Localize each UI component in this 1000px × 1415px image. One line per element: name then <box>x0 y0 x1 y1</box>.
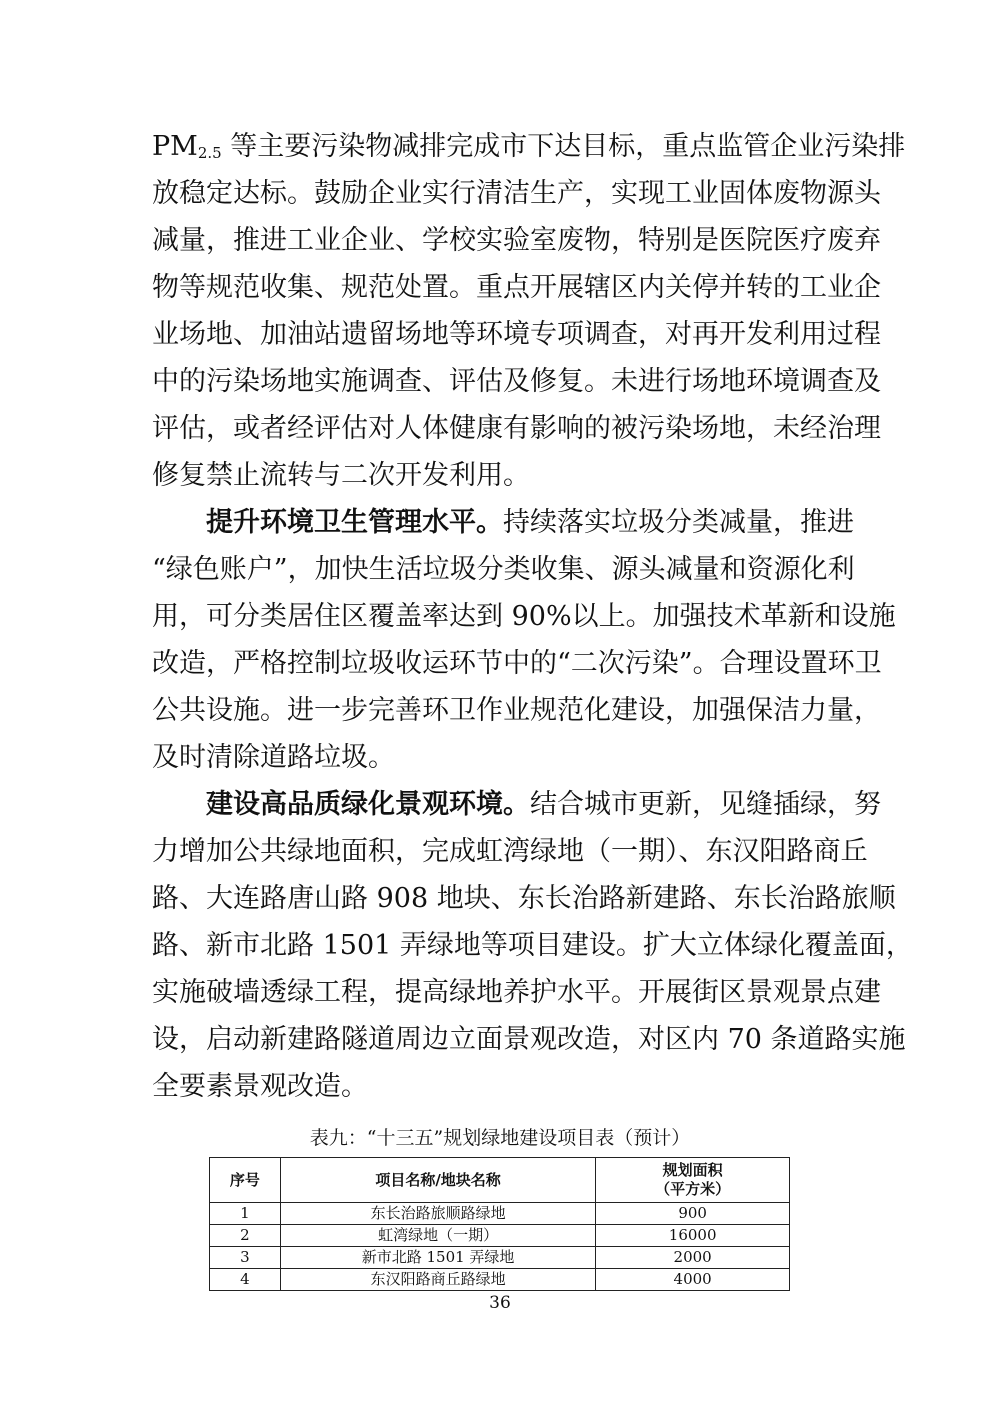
para3-heading: 建设高品质绿化景观环境。 <box>206 789 530 820</box>
para3-line-1 <box>206 783 881 827</box>
para1-line-7: 评估，或者经评估对人体健康有影响的被污染场地，未经治理 <box>152 413 881 444</box>
cell-area: 4000 <box>596 1269 790 1291</box>
para3-line-4: 路、新市北路 1501 弄绿地等项目建设。扩大立体绿化覆盖面， <box>152 930 913 961</box>
para1-line-6: 中的污染场地实施调查、评估及修复。未进行场地环境调查及 <box>152 366 881 397</box>
para1-line-8: 修复禁止流转与二次开发利用。 <box>152 460 530 491</box>
para2-heading: 提升环境卫生管理水平。 <box>206 507 503 538</box>
para3-line-7: 全要素景观改造。 <box>152 1071 368 1102</box>
cell-no: 3 <box>210 1247 281 1269</box>
header-area-line-2: （平方米） <box>655 1180 731 1198</box>
header-no: 序号 <box>210 1158 281 1203</box>
para2-line-6: 及时清除道路垃圾。 <box>152 742 395 773</box>
table-header-row <box>210 1158 790 1203</box>
table-row <box>210 1247 790 1269</box>
header-name: 项目名称/地块名称 <box>280 1158 595 1203</box>
para1-line-5: 业场地、加油站遗留场地等环境专项调查，对再开发利用过程 <box>152 319 881 350</box>
header-area-line-1: 规划面积 <box>662 1161 723 1179</box>
table-row <box>210 1269 790 1291</box>
para1-line-3: 减量，推进工业企业、学校实验室废物，特别是医院医疗废弃 <box>152 225 881 256</box>
para3-line-2: 力增加公共绿地面积，完成虹湾绿地（一期）、东汉阳路商丘 <box>152 836 868 867</box>
para1-line-1-text: 等主要污染物减排完成市下达目标，重点监管企业污染排 <box>230 131 906 162</box>
para3-line-3: 路、大连路唐山路 908 地块、东长治路新建路、东长治路旅顺 <box>152 883 896 914</box>
cell-name: 东长治路旅顺路绿地 <box>280 1203 595 1225</box>
cell-no: 4 <box>210 1269 281 1291</box>
para2-line-2: “绿色账户”，加快生活垃圾分类收集、源头减量和资源化利 <box>152 554 855 585</box>
cell-name: 东汉阳路商丘路绿地 <box>280 1269 595 1291</box>
header-area <box>596 1158 790 1203</box>
pm-subscript: 2.5 <box>197 144 222 162</box>
para2-line-1 <box>206 501 854 545</box>
para1-line-4: 物等规范收集、规范处置。重点开展辖区内关停并转的工业企 <box>152 272 881 303</box>
cell-area: 16000 <box>596 1225 790 1247</box>
page-number: 36 <box>489 1293 511 1313</box>
table-row <box>210 1225 790 1247</box>
para2-line-3: 用，可分类居住区覆盖率达到 90%以上。加强技术革新和设施 <box>152 601 896 632</box>
pm-label: PM <box>152 131 198 162</box>
para2-line-4: 改造，严格控制垃圾收运环节中的“二次污染”。合理设置环卫 <box>152 648 882 679</box>
cell-area: 2000 <box>596 1247 790 1269</box>
table-row <box>210 1203 790 1225</box>
cell-name: 新市北路 1501 弄绿地 <box>280 1247 595 1269</box>
para2-line-5: 公共设施。进一步完善环卫作业规范化建设，加强保洁力量， <box>152 695 881 726</box>
table-caption: 表九：“十三五”规划绿地建设项目表（预计） <box>309 1127 691 1149</box>
para3-line-1-text: 结合城市更新，见缝插绿，努 <box>530 789 881 820</box>
para1-line-2: 放稳定达标。鼓励企业实行清洁生产，实现工业固体废物源头 <box>152 178 881 209</box>
para2-line-1-text: 持续落实垃圾分类减量，推进 <box>503 507 854 538</box>
cell-name: 虹湾绿地（一期） <box>280 1225 595 1247</box>
cell-area: 900 <box>596 1203 790 1225</box>
cell-no: 2 <box>210 1225 281 1247</box>
para3-line-6: 设，启动新建路隧道周边立面景观改造，对区内 70 条道路实施 <box>152 1024 906 1055</box>
green-space-table <box>209 1157 790 1291</box>
para3-line-5: 实施破墙透绿工程，提高绿地养护水平。开展街区景观景点建 <box>152 977 881 1008</box>
cell-no: 1 <box>210 1203 281 1225</box>
para1-line-1 <box>152 125 906 169</box>
